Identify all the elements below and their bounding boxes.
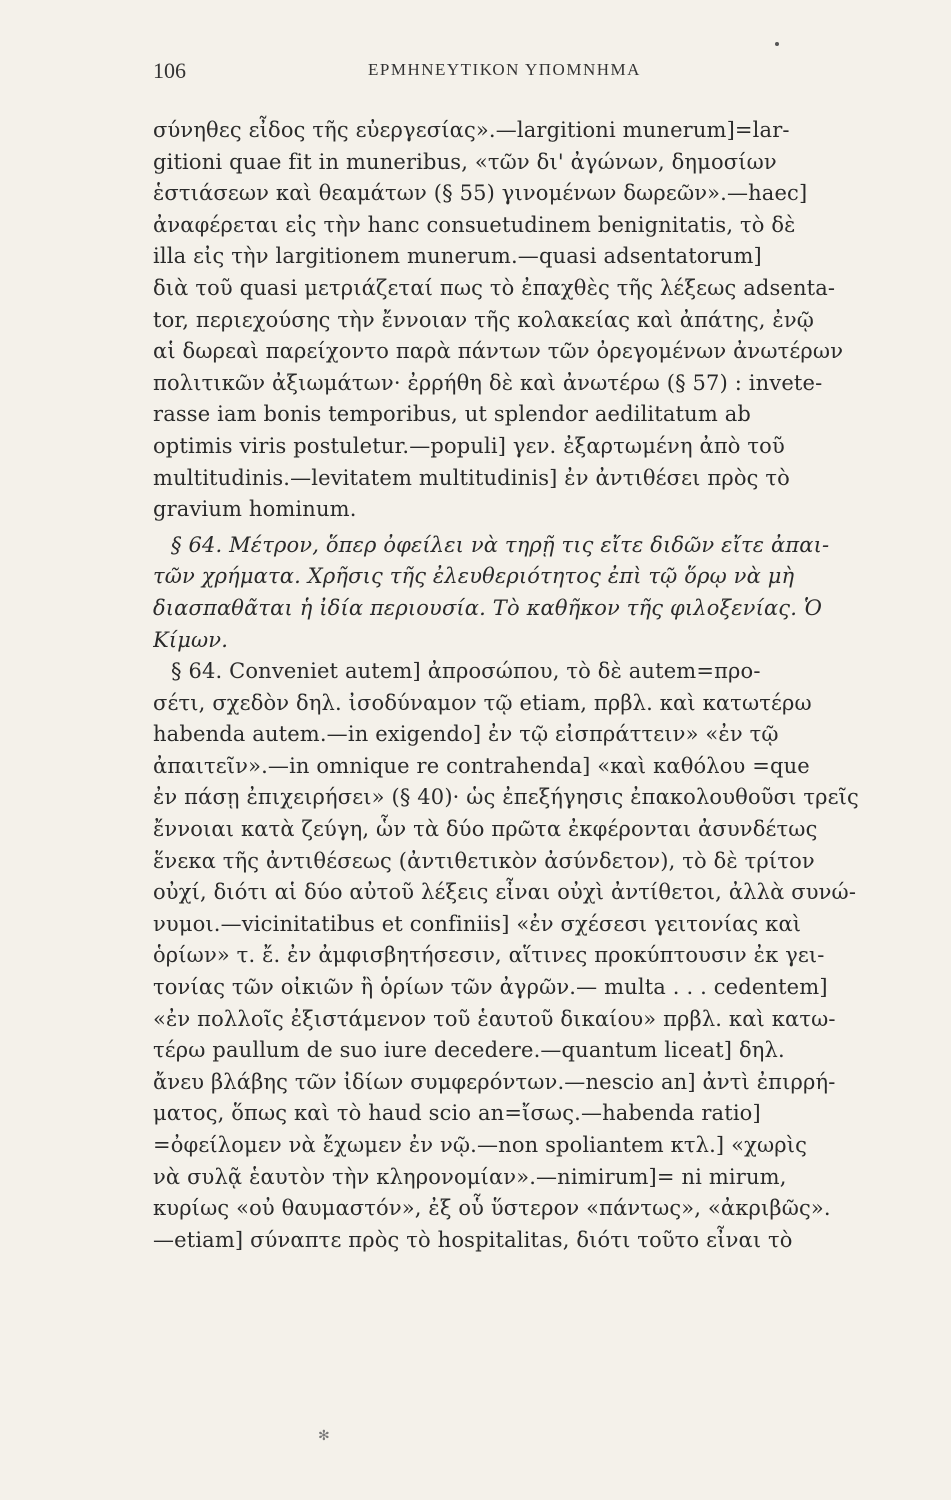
text-line: ἑστιάσεων καὶ θεαμάτων (§ 55) γινομένων δωρεῶν».—haec] xyxy=(153,181,808,206)
text-line: ἐν πάσῃ ἐπιχειρήσει» (§ 40)· ὡς ἐπεξήγησις ἐπακολουθοῦσι τρεῖς xyxy=(153,785,859,810)
section-summary-line: τῶν χρήματα. Χρῆσις τῆς ἐλευθεριότητος ἐπὶ τῷ ὅρῳ νὰ μὴ xyxy=(153,564,795,589)
running-head: ΕΡΜΗΝΕΥΤΙΚΟΝ ΥΠΟΜΝΗΜΑ xyxy=(368,60,641,79)
text-line: νυμοι.—vicinitatibus et confiniis] «ἐν σχέσεσι γειτονίας καὶ xyxy=(153,911,802,936)
text-line: τέρω paullum de suo iure decedere.—quantum liceat] δηλ. xyxy=(153,1038,785,1063)
ink-dot xyxy=(775,42,779,46)
text-line: τονίας τῶν οἰκιῶν ἢ ὁρίων τῶν ἀγρῶν.— multa . . . cedentem] xyxy=(153,975,828,1000)
text-line: optimis viris postuletur.—populi] γεν. ἐξαρτωμένη ἀπὸ τοῦ xyxy=(153,433,785,458)
text-line: οὐχί, διότι αἱ δύο αὐτοῦ λέξεις εἶναι οὐχὶ ἀντίθετοι, ἀλλὰ συνώ- xyxy=(153,880,857,905)
text-line: § 64. Conveniet autem] ἀπροσώπου, τὸ δὲ autem=προ- xyxy=(171,659,761,684)
text-line: multitudinis.—levitatem multitudinis] ἐν ἀντιθέσει πρὸς τὸ xyxy=(153,465,790,490)
text-line: ἔννοιαι κατὰ ζεύγη, ὧν τὰ δύο πρῶτα ἐκφέρονται ἀσυνδέτως xyxy=(153,817,818,842)
text-line: ματος, ὅπως καὶ τὸ haud scio an=ἴσως.—habenda ratio] xyxy=(153,1101,761,1126)
ink-mark: ✻ xyxy=(318,1428,330,1444)
commentary-text xyxy=(153,115,923,1256)
page-number: 106 xyxy=(153,58,186,83)
section-summary-line: διασπαθᾶται ἡ ἰδία περιουσία. Τὸ καθῆκον τῆς φιλοξενίας. Ὁ xyxy=(153,595,823,620)
text-line: αἱ δωρεαὶ παρείχοντο παρὰ πάντων τῶν ὀρεγομένων ἀνωτέρων xyxy=(153,339,844,364)
text-line: ἀναφέρεται εἰς τὴν hanc consuetudinem benignitatis, τὸ δὲ xyxy=(153,212,796,237)
text-line: σύνηθες εἶδος τῆς εὐεργεσίας».—largitioni munerum]=lar- xyxy=(153,118,790,142)
section-summary-line: § 64. Μέτρον, ὅπερ ὀφείλει νὰ τηρῇ τις εἴτε διδῶν εἴτε ἀπαι- xyxy=(171,532,830,557)
text-line: —etiam] σύναπτε πρὸς τὸ hospitalitas, διότι τοῦτο εἶναι τὸ xyxy=(153,1227,793,1252)
text-line: tor, περιεχούσης τὴν ἔννοιαν τῆς κολακείας καὶ ἀπάτης, ἐνῷ xyxy=(153,307,815,332)
text-line: habenda autem.—in exigendo] ἐν τῷ εἰσπράττειν» «ἐν τῷ xyxy=(153,722,779,747)
text-line: =ὀφείλομεν νὰ ἔχωμεν ἐν νῷ.—non spoliantem κτλ.] «χωρὶς xyxy=(153,1133,808,1157)
text-line: gravium hominum. xyxy=(153,497,357,522)
text-line: κυρίως «οὐ θαυμαστόν», ἐξ οὗ ὕστερον «πάντως», «ἀκριβῶς». xyxy=(153,1196,831,1221)
text-line: διὰ τοῦ quasi μετριάζεταί πως τὸ ἐπαχθὲς τῆς λέξεως adsenta- xyxy=(153,275,836,300)
section-summary-line: Κίμων. xyxy=(153,627,229,652)
text-line: ἀπαιτεῖν».—in omnique re contrahenda] «καὶ καθόλου =que xyxy=(153,753,810,778)
text-line: ἕνεκα τῆς ἀντιθέσεως (ἀντιθετικὸν ἀσύνδετον), τὸ δὲ τρίτον xyxy=(153,848,815,873)
text-line: «ἐν πολλοῖς ἐξιστάμενον τοῦ ἑαυτοῦ δικαίου» πρβλ. καὶ κατω- xyxy=(153,1006,836,1031)
text-line: ὁρίων» τ. ἔ. ἐν ἀμφισβητήσεσιν, αἵτινες προκύπτουσιν ἐκ γει- xyxy=(153,943,825,968)
text-line: rasse iam bonis temporibus, ut splendor aedilitatum ab xyxy=(153,402,751,427)
text-line: illa εἰς τὴν largitionem munerum.—quasi adsentatorum] xyxy=(153,244,762,269)
text-line: ἄνευ βλάβης τῶν ἰδίων συμφερόντων.—nescio an] ἀντὶ ἐπιρρή- xyxy=(153,1069,836,1094)
text-line: σέτι, σχεδὸν δηλ. ἰσοδύναμον τῷ etiam, πρβλ. καὶ κατωτέρω xyxy=(153,690,812,715)
text-line: gitioni quae fit in muneribus, «τῶν δι' ἀγώνων, δημοσίων xyxy=(153,149,777,174)
text-line: νὰ συλᾷ ἑαυτὸν τὴν κληρονομίαν».—nimirum]= ni mirum, xyxy=(153,1164,787,1189)
page-header xyxy=(153,58,923,88)
text-line: πολιτικῶν ἀξιωμάτων· ἐρρήθη δὲ καὶ ἀνωτέρω (§ 57) : invete- xyxy=(153,370,823,395)
